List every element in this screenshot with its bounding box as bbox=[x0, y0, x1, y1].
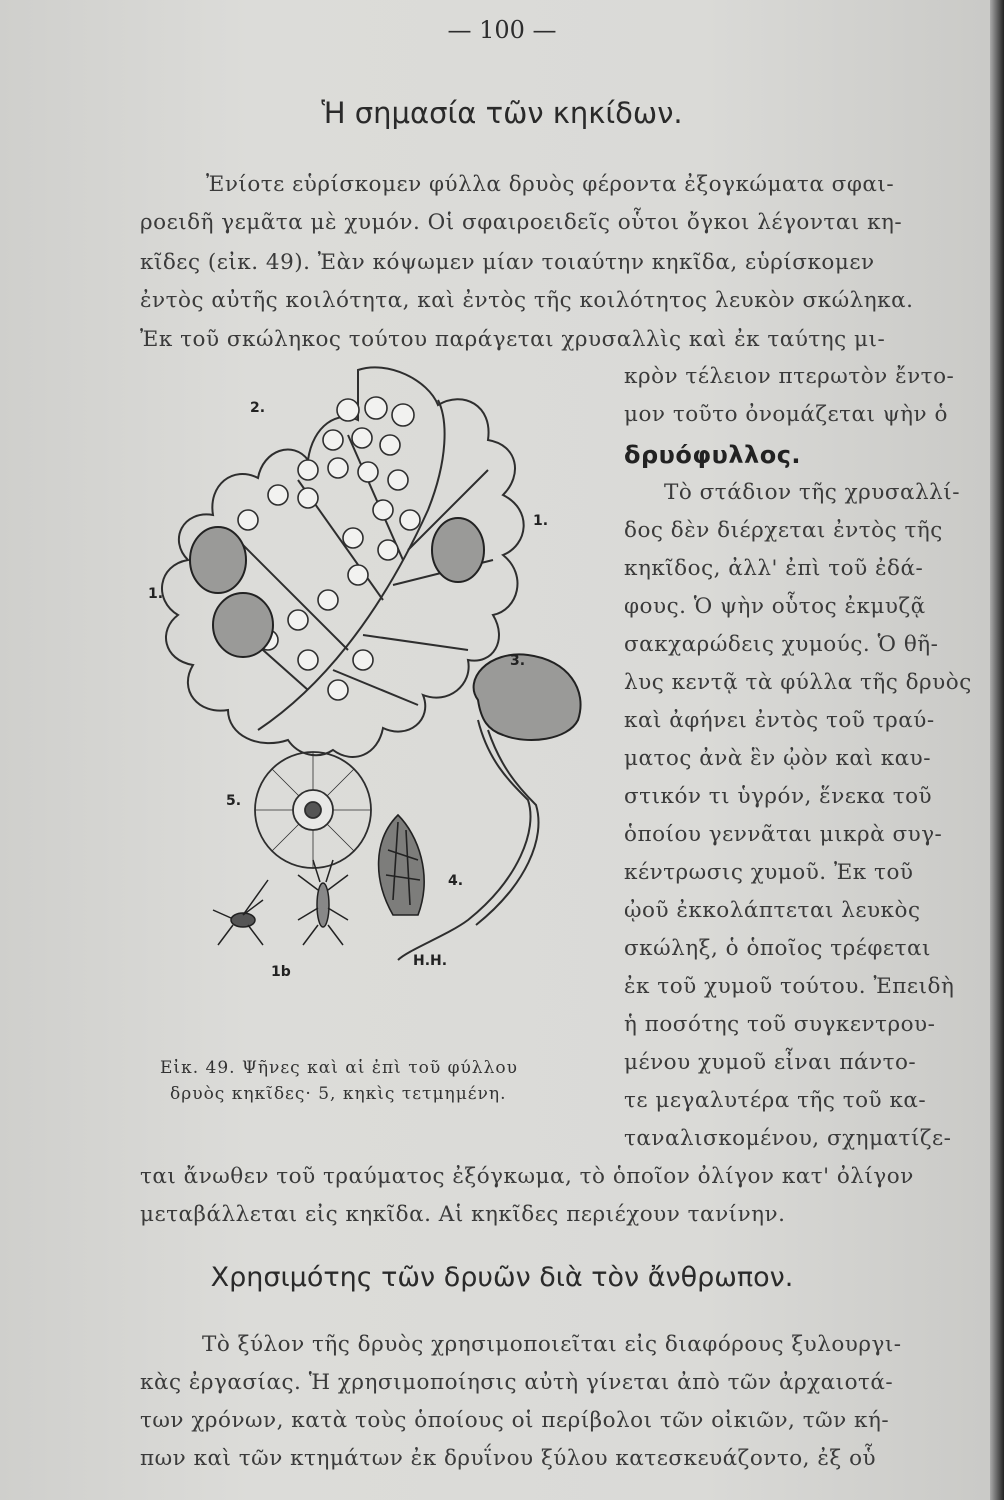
figure-label: 1. bbox=[533, 513, 549, 529]
figure-caption-line: Εἰκ. 49. Ψῆνες καὶ αἱ ἐπὶ τοῦ φύλλου bbox=[160, 1058, 518, 1078]
text-line: ται ἄνωθεν τοῦ τραύματος ἐξόγκωμα, τὸ ὁποῖον ὀλίγον κατ' ὀλίγον bbox=[140, 1164, 914, 1189]
text-line: ἐντὸς αὐτῆς κοιλότητα, καὶ ἐντὸς τῆς κοιλότητος λευκὸν σκώληκα. bbox=[140, 288, 914, 313]
text-line: των χρόνων, κατὰ τοὺς ὁποίους οἱ περίβολοι τῶν οἰκιῶν, τῶν κή- bbox=[140, 1408, 890, 1433]
figure-label: 5. bbox=[226, 793, 242, 809]
text-line: ροειδῆ γεμᾶτα μὲ χυμόν. Οἱ σφαιροειδεῖς οὗτοι ὄγκοι λέγονται κη- bbox=[140, 210, 903, 235]
text-line: σακχαρώδεις χυμούς. Ὁ θῆ- bbox=[624, 632, 939, 657]
figure-label: 4. bbox=[448, 873, 464, 889]
text-line: μεταβάλλεται εἰς κηκῖδα. Αἱ κηκῖδες περιέχουν τανίνην. bbox=[140, 1202, 786, 1227]
text-line: μένου χυμοῦ εἶναι πάντο- bbox=[624, 1050, 917, 1075]
text-line: κέντρωσις χυμοῦ. Ἐκ τοῦ bbox=[624, 860, 914, 885]
text-line: καὶ ἀφήνει ἐντὸς τοῦ τραύ- bbox=[624, 708, 935, 733]
text-line: ὁποίου γεννᾶται μικρὰ συγ- bbox=[624, 822, 943, 847]
figure-label: 1b bbox=[271, 964, 291, 980]
figure-label: 1. bbox=[148, 586, 164, 602]
term-drioflyllos: δρυόφυλλος. bbox=[624, 441, 802, 469]
text-line: δος δὲν διέρχεται ἐντὸς τῆς bbox=[624, 518, 943, 543]
oak-leaf-galls-figure bbox=[148, 360, 618, 980]
text-line: ἐκ τοῦ χυμοῦ τούτου. Ἐπειδὴ bbox=[624, 974, 955, 999]
section-heading-oak-usefulness: Χρησιμότης τῶν δρυῶν διὰ τὸν ἄνθρωπον. bbox=[210, 1262, 794, 1293]
text-line: κῖδες (εἰκ. 49). Ἐὰν κόψωμεν μίαν τοιαύτην κηκῖδα, εὑρίσκομεν bbox=[140, 250, 875, 275]
text-line: τε μεγαλυτέρα τῆς τοῦ κα- bbox=[624, 1088, 927, 1113]
text-line: Τὸ στάδιον τῆς χρυσαλλί- bbox=[664, 480, 960, 505]
figure-label: 2. bbox=[250, 400, 266, 416]
text-line: Ἐνίοτε εὑρίσκομεν φύλλα δρυὸς φέροντα ἐξογκώματα σφαι- bbox=[206, 172, 895, 197]
text-line: κρὸν τέλειον πτερωτὸν ἔντο- bbox=[624, 364, 955, 389]
text-line: μον τοῦτο ὀνομάζεται ψὴν ὁ bbox=[624, 402, 948, 427]
text-line: λυς κεντᾷ τὰ φύλλα τῆς δρυὸς bbox=[624, 670, 972, 695]
text-line: πων καὶ τῶν κτημάτων ἐκ δρυΐνου ξύλου κατεσκευάζοντο, ἐξ οὗ bbox=[140, 1446, 877, 1471]
text-line: Τὸ ξύλον τῆς δρυὸς χρησιμοποιεῖται εἰς διαφόρους ξυλουργι- bbox=[202, 1332, 902, 1357]
text-line: ταναλισκομένου, σχηματίζε- bbox=[624, 1126, 952, 1151]
section-heading-galls: Ἡ σημασία τῶν κηκίδων. bbox=[321, 96, 683, 130]
text-line: στικόν τι ὑγρόν, ἕνεκα τοῦ bbox=[624, 784, 933, 809]
text-line: ἡ ποσότης τοῦ συγκεντρου- bbox=[624, 1012, 936, 1037]
text-line: Ἐκ τοῦ σκώληκος τούτου παράγεται χρυσαλλὶς καὶ ἐκ ταύτης μι- bbox=[140, 327, 886, 352]
figure-label: 3. bbox=[510, 653, 526, 669]
figure-label: H.H. bbox=[413, 953, 448, 969]
text-line: φους. Ὁ ψὴν οὗτος ἐκμυζᾷ bbox=[624, 594, 926, 619]
page-number: — 100 — bbox=[447, 16, 557, 44]
text-line: ᾠοῦ ἐκκολάπτεται λευκὸς bbox=[624, 898, 921, 923]
text-line: ματος ἀνὰ ἓν ᾠὸν καὶ καυ- bbox=[624, 746, 931, 771]
text-line: σκώληξ, ὁ ὁποῖος τρέφεται bbox=[624, 936, 931, 961]
figure-caption-line: δρυὸς κηκῖδες· 5, κηκὶς τετμημένη. bbox=[170, 1084, 507, 1104]
text-line: κὰς ἐργασίας. Ἡ χρησιμοποίησις αὐτὴ γίνεται ἀπὸ τῶν ἀρχαιοτά- bbox=[140, 1370, 894, 1395]
text-line: κηκῖδος, ἀλλ' ἐπὶ τοῦ ἐδά- bbox=[624, 556, 924, 581]
